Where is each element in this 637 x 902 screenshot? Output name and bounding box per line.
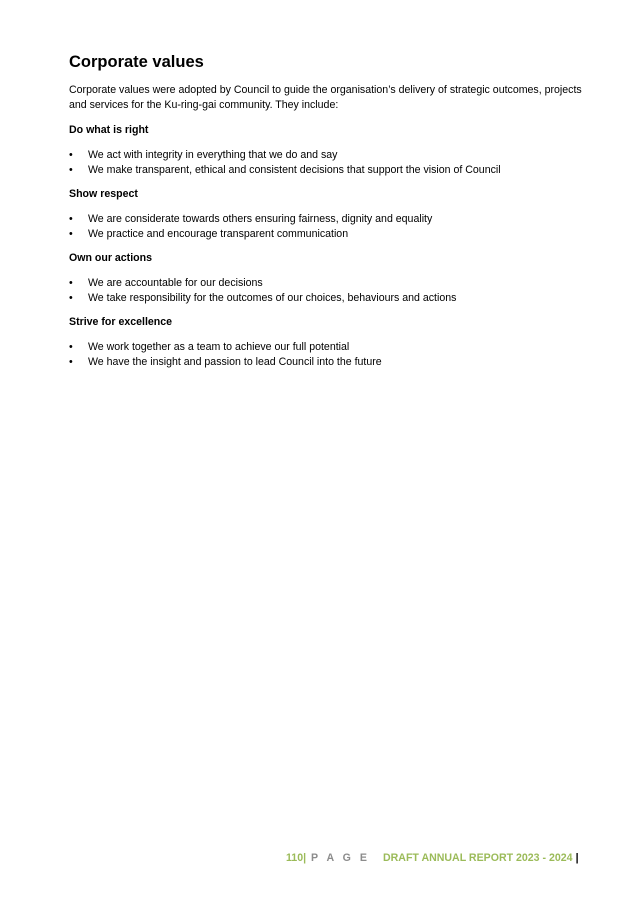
list-item-text: We work together as a team to achieve our full potential: [88, 341, 350, 353]
intro-paragraph: Corporate values were adopted by Council to guide the organisation’s delivery of strategic outcomes, projects and services for the Ku-ring-gai community. They include:: [69, 84, 582, 111]
report-title-text: DRAFT ANNUAL REPORT 2023 - 2024: [383, 852, 573, 864]
bullet-icon: •: [69, 227, 73, 240]
list-item: [69, 276, 591, 291]
section-heading: Show respect: [69, 188, 138, 200]
values-section-strive-for-excellence: [69, 315, 591, 369]
list-item: [69, 148, 591, 163]
section-heading: Do what is right: [69, 124, 149, 136]
bullet-list: [69, 276, 591, 305]
bullet-list: [69, 148, 591, 177]
list-item-text: We practice and encourage transparent communication: [88, 227, 349, 240]
list-item: [69, 212, 591, 227]
values-section-do-what-is-right: [69, 123, 591, 177]
footer-end-separator: |: [575, 852, 579, 864]
page-label: P A G E: [311, 852, 370, 864]
footer-separator: |: [303, 852, 307, 864]
section-heading: Strive for excellence: [69, 316, 173, 328]
list-item-text: We are considerate towards others ensuring fairness, dignity and equality: [88, 213, 433, 225]
list-item: [69, 227, 591, 242]
bullet-icon: •: [69, 291, 73, 304]
bullet-icon: •: [69, 277, 73, 289]
page-number: 110: [286, 852, 304, 864]
list-item-text: We are accountable for our decisions: [88, 277, 263, 289]
bullet-icon: •: [69, 163, 73, 176]
bullet-icon: •: [69, 355, 73, 368]
bullet-list: [69, 340, 591, 369]
list-item: [69, 355, 591, 370]
page-footer: [286, 851, 579, 865]
list-item: [69, 163, 591, 178]
page-content: [69, 52, 591, 369]
values-section-show-respect: [69, 187, 591, 241]
page-title: Corporate values: [69, 53, 204, 71]
bullet-list: [69, 212, 591, 241]
list-item-text: We act with integrity in everything that we do and say: [88, 149, 338, 161]
list-item-text: We make transparent, ethical and consistent decisions that support the vision of Council: [88, 163, 501, 176]
list-item-text: We take responsibility for the outcomes of our choices, behaviours and actions: [88, 291, 457, 304]
section-heading: Own our actions: [69, 252, 152, 264]
list-item-text: We have the insight and passion to lead Council into the future: [88, 355, 382, 368]
values-section-own-our-actions: [69, 251, 591, 305]
list-item: [69, 291, 591, 306]
bullet-icon: •: [69, 341, 73, 353]
list-item: [69, 340, 591, 355]
bullet-icon: •: [69, 149, 73, 161]
report-title: [383, 851, 579, 865]
bullet-icon: •: [69, 213, 73, 225]
